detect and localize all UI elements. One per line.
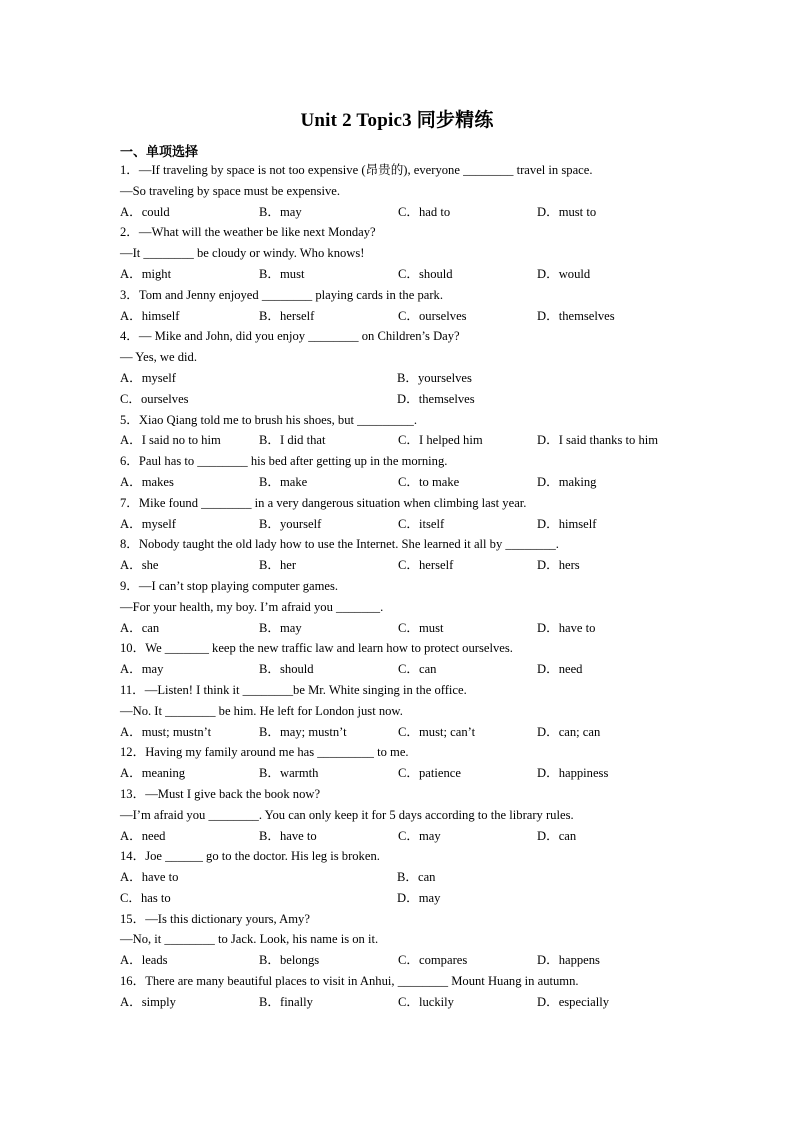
answer-option: A．meaning xyxy=(120,766,186,781)
answer-option: D．would xyxy=(537,266,591,281)
question-stem: 6．Paul has to ________ his bed after getting up in the morning. xyxy=(120,454,448,469)
answer-option: D．hers xyxy=(537,558,580,573)
answer-option: B．should xyxy=(259,662,314,677)
question-13 xyxy=(120,784,700,846)
question-12 xyxy=(120,742,700,784)
answer-option: A．makes xyxy=(120,474,174,489)
answer-option: C．itself xyxy=(398,516,445,531)
answer-option: A．could xyxy=(120,204,170,219)
answer-option: C．must; can’t xyxy=(398,724,476,739)
options-row xyxy=(120,618,700,639)
options-row xyxy=(120,430,700,451)
answer-option: A．leads xyxy=(120,953,168,968)
question-response: — Yes, we did. xyxy=(120,350,197,365)
options-row xyxy=(120,472,700,493)
question-stem: 15．—Is this dictionary yours, Amy? xyxy=(120,911,310,926)
answer-option: B．finally xyxy=(259,994,313,1009)
question-11 xyxy=(120,680,700,742)
question-stem: 5．Xiao Qiang told me to brush his shoes, but _________. xyxy=(120,412,417,427)
answer-option: C．should xyxy=(398,266,453,281)
answer-option: C．patience xyxy=(398,766,461,781)
question-response: —I’m afraid you ________. You can only keep it for 5 days according to the library rules. xyxy=(120,807,574,822)
answer-option: B．may xyxy=(259,204,302,219)
answer-option: D．especially xyxy=(537,994,610,1009)
question-stem: 16．There are many beautiful places to visit in Anhui, ________ Mount Huang in autumn. xyxy=(120,974,579,989)
answer-option: A．myself xyxy=(120,370,176,385)
answer-option: A．I said no to him xyxy=(120,433,221,448)
question-stem: 13．—Must I give back the book now? xyxy=(120,786,321,801)
question-4 xyxy=(120,326,700,409)
answer-option: B．must xyxy=(259,266,305,281)
answer-option: C．can xyxy=(398,662,437,677)
question-stem: 14．Joe ______ go to the doctor. His leg is broken. xyxy=(120,849,380,864)
question-stem: 9．—I can’t stop playing computer games. xyxy=(120,578,339,593)
answer-option: B．her xyxy=(259,558,297,573)
question-response: —No, it ________ to Jack. Look, his name is on it. xyxy=(120,932,379,947)
answer-option: A．may xyxy=(120,662,164,677)
answer-option: A．might xyxy=(120,266,172,281)
options-row xyxy=(120,264,700,285)
question-1 xyxy=(120,160,700,222)
answer-option: B．have to xyxy=(259,828,317,843)
options-row xyxy=(120,202,700,223)
question-stem: 1．—If traveling by space is not too expensive (昂贵的), everyone ________ travel in space. xyxy=(120,163,593,177)
answer-option: D．may xyxy=(397,890,441,905)
question-list xyxy=(120,160,700,1013)
answer-option: C．ourselves xyxy=(398,308,467,323)
options-row xyxy=(120,368,700,389)
options-row xyxy=(120,514,700,535)
answer-option: C．may xyxy=(398,828,441,843)
answer-option: B．make xyxy=(259,474,308,489)
answer-option: C．had to xyxy=(398,204,451,219)
question-response: —It ________ be cloudy or windy. Who knows! xyxy=(120,246,365,261)
page-title: Unit 2 Topic3 同步精练 xyxy=(300,110,494,131)
answer-option: A．himself xyxy=(120,308,180,323)
answer-option: B．warmth xyxy=(259,766,319,781)
question-stem: 8．Nobody taught the old lady how to use the Internet. She learned it all by ________. xyxy=(120,537,559,552)
question-3 xyxy=(120,285,700,327)
question-14 xyxy=(120,846,700,908)
options-row xyxy=(120,389,700,410)
answer-option: D．themselves xyxy=(397,391,475,406)
options-row xyxy=(120,555,700,576)
answer-option: D．himself xyxy=(537,516,597,531)
answer-option: A．can xyxy=(120,620,160,635)
answer-option: B．belongs xyxy=(259,953,320,968)
answer-option: B．I did that xyxy=(259,433,326,448)
question-7 xyxy=(120,493,700,535)
question-stem: 11．—Listen! I think it ________be Mr. White singing in the office. xyxy=(120,682,467,697)
answer-option: D．need xyxy=(537,662,583,677)
answer-option: D．happens xyxy=(537,953,600,968)
answer-option: C．herself xyxy=(398,558,454,573)
answer-option: B．may xyxy=(259,620,302,635)
answer-option: D．have to xyxy=(537,620,596,635)
options-row xyxy=(120,888,700,909)
question-2 xyxy=(120,222,700,284)
answer-option: A．simply xyxy=(120,994,176,1009)
question-16 xyxy=(120,971,700,1013)
options-row xyxy=(120,826,700,847)
answer-option: C．I helped him xyxy=(398,433,483,448)
answer-option: A．have to xyxy=(120,870,179,885)
answer-option: C．must xyxy=(398,620,444,635)
answer-option: D．I said thanks to him xyxy=(537,433,659,448)
answer-option: B．may; mustn’t xyxy=(259,724,347,739)
question-5 xyxy=(120,410,700,452)
section-heading: 一、单项选择 xyxy=(120,144,199,159)
answer-option: D．happiness xyxy=(537,766,609,781)
question-stem: 10．We _______ keep the new traffic law and learn how to protect ourselves. xyxy=(120,641,513,656)
answer-option: C．has to xyxy=(120,890,171,905)
answer-option: A．she xyxy=(120,558,159,573)
options-row xyxy=(120,992,700,1013)
answer-option: A．need xyxy=(120,828,166,843)
answer-option: C．ourselves xyxy=(120,391,189,406)
answer-option: D．making xyxy=(537,474,597,489)
options-row xyxy=(120,763,700,784)
options-row xyxy=(120,306,700,327)
options-row xyxy=(120,867,700,888)
question-stem: 12．Having my family around me has _________ to me. xyxy=(120,745,409,760)
question-stem: 2．—What will the weather be like next Monday? xyxy=(120,225,376,240)
answer-option: C．compares xyxy=(398,953,468,968)
answer-option: D．must to xyxy=(537,204,597,219)
answer-option: C．luckily xyxy=(398,994,454,1009)
question-response: —So traveling by space must be expensive. xyxy=(120,183,340,198)
question-9 xyxy=(120,576,700,638)
question-response: —No. It ________ be him. He left for London just now. xyxy=(120,703,403,718)
answer-option: B．yourselves xyxy=(397,370,472,385)
answer-option: A．must; mustn’t xyxy=(120,724,212,739)
answer-option: D．themselves xyxy=(537,308,615,323)
answer-option: B．herself xyxy=(259,308,315,323)
options-row xyxy=(120,950,700,971)
answer-option: D．can xyxy=(537,828,577,843)
options-row xyxy=(120,659,700,680)
question-15 xyxy=(120,909,700,971)
question-stem: 4．— Mike and John, did you enjoy ________ on Children’s Day? xyxy=(120,329,460,344)
question-8 xyxy=(120,534,700,576)
question-10 xyxy=(120,638,700,680)
options-row xyxy=(120,722,700,743)
answer-option: A．myself xyxy=(120,516,176,531)
answer-option: D．can; can xyxy=(537,724,601,739)
answer-option: C．to make xyxy=(398,474,460,489)
answer-option: B．yourself xyxy=(259,516,322,531)
answer-option: B．can xyxy=(397,870,436,885)
question-stem: 7．Mike found ________ in a very dangerous situation when climbing last year. xyxy=(120,495,527,510)
question-6 xyxy=(120,451,700,493)
question-stem: 3．Tom and Jenny enjoyed ________ playing cards in the park. xyxy=(120,287,443,302)
question-response: —For your health, my boy. I’m afraid you _______. xyxy=(120,599,384,614)
